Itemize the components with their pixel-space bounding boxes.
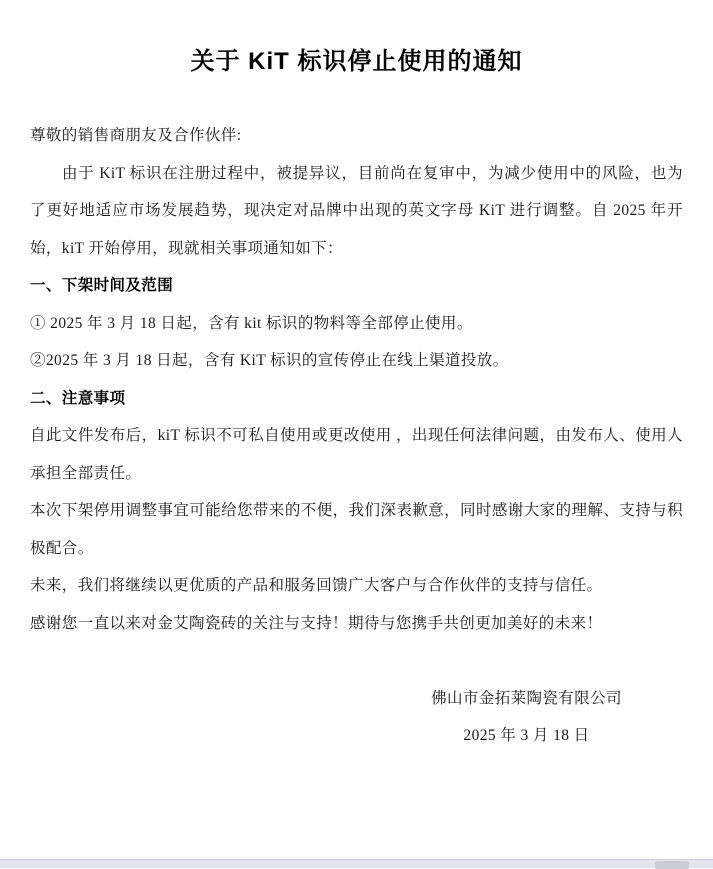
salutation: 尊敬的销售商朋友及合作伙伴:: [30, 127, 242, 144]
section1-item-1: ① 2025 年 3 月 18 日起，含有 kit 标识的物料等全部停止使用。: [30, 314, 473, 332]
signature-block: [30, 680, 683, 755]
page-title: 关于 KiT 标识停止使用的通知: [190, 48, 523, 75]
section2-heading: 二、注意事项: [30, 389, 126, 407]
date-line: 2025 年 3 月 18 日: [463, 727, 590, 744]
section2-paragraph-1: 自此文件发布后，kiT 标识不可私自使用或更改使用 ，出现任何法律问题，由发布人、使用人承担全部责任。: [30, 427, 683, 482]
bottom-bar-edge: [0, 859, 713, 868]
section1-item-2: ②2025 年 3 月 18 日起，含有 KiT 标识的宣传停止在线上渠道投放。: [30, 352, 509, 369]
closing-thanks-paragraph: 感谢您一直以来对金艾陶瓷砖的关注与支持！期待与您携手共创更加美好的未来！: [30, 614, 603, 632]
section2-paragraph-2: 本次下架停用调整事宜可能给您带来的不便，我们深表歉意，同时感谢大家的理解、支持与积极配合。: [30, 502, 683, 557]
company-signature: 佛山市金拓莱陶瓷有限公司: [431, 689, 622, 707]
blank-line: [30, 642, 683, 680]
section1-heading: 一、下架时间及范围: [30, 277, 174, 294]
intro-paragraph: 由于 KiT 标识在注册过程中，被提异议，目前尚在复审中，为减少使用中的风险，也为了更好地适应市场发展趋势，现决定对品牌中出现的英文字母 KiT 进行调整。自 2025 年开始，kiT 开始停用，现就相关事项通知如下：: [30, 164, 683, 257]
section2-paragraph-3: 未来，我们将继续以更优质的产品和服务回馈广大客户与合作伙伴的支持与信任。: [30, 577, 603, 594]
